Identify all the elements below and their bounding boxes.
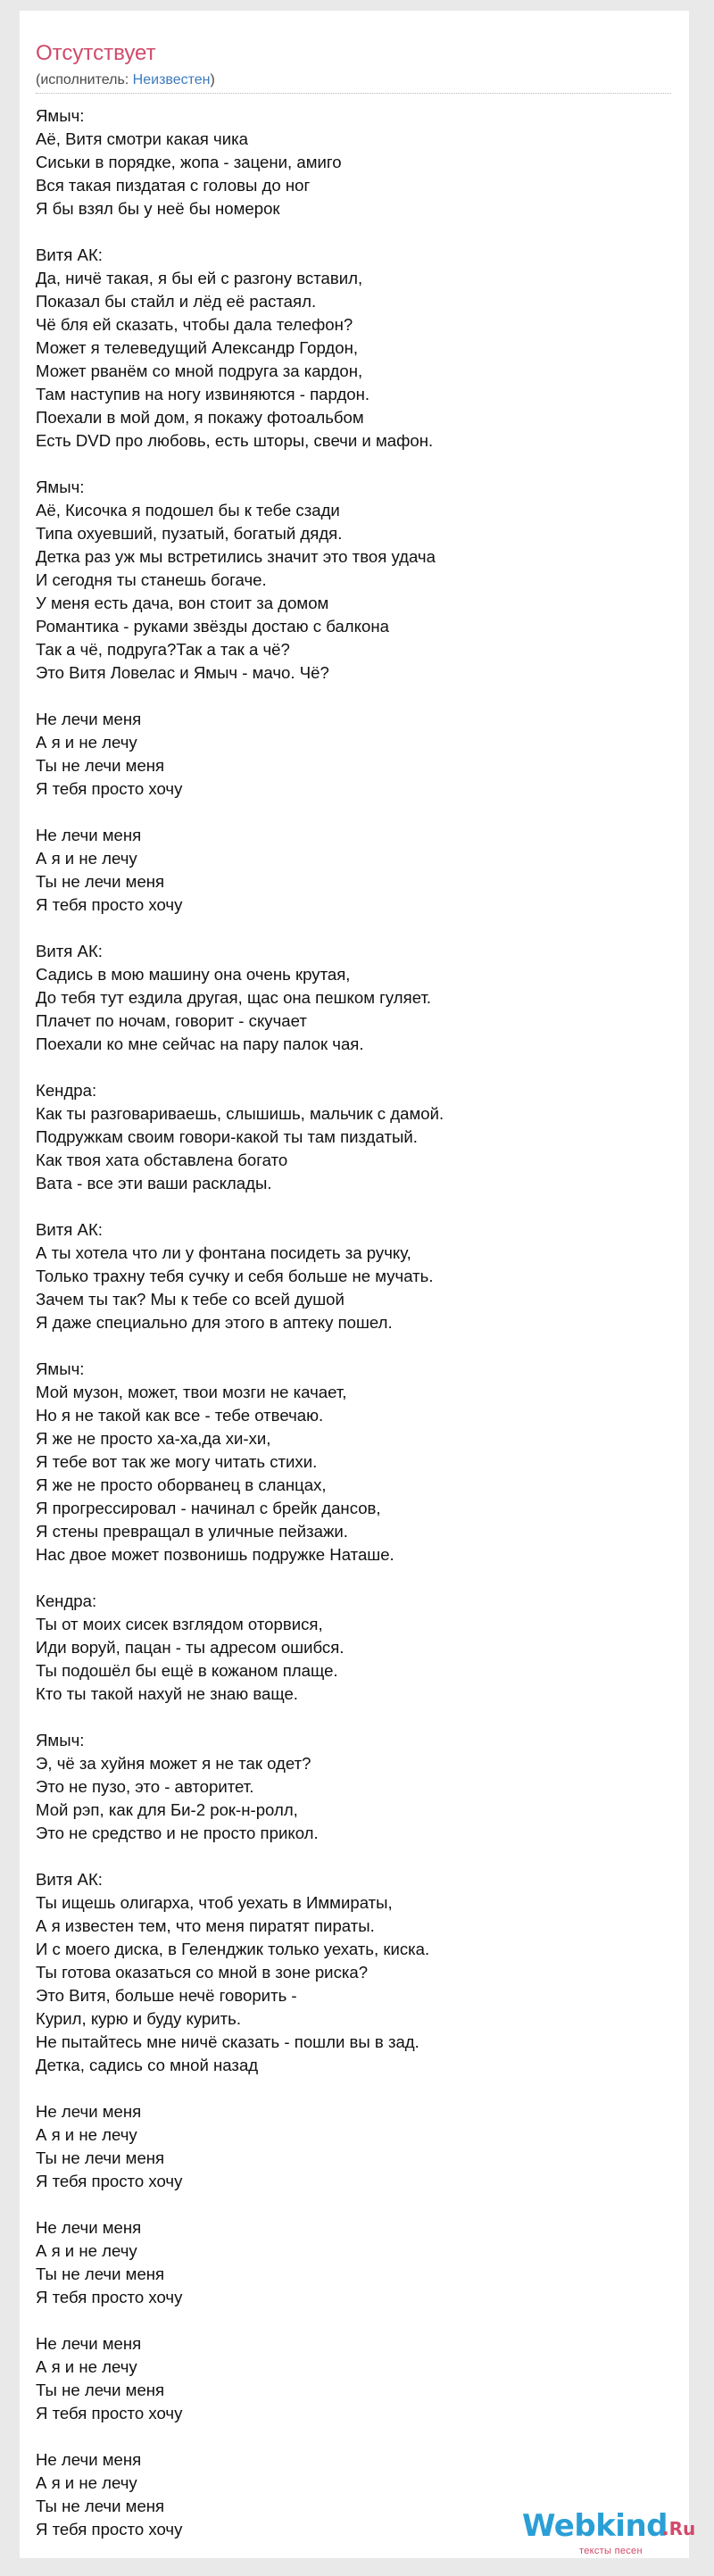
lyrics-line: Подружкам своим говори-какой ты там пиздатый. bbox=[36, 1127, 418, 1146]
lyrics-line: Ты не лечи меня bbox=[36, 2264, 165, 2283]
lyrics-line: Я тебе вот так же могу читать стихи. bbox=[36, 1452, 318, 1471]
lyrics-stanza bbox=[36, 708, 678, 801]
lyrics-line: Не лечи меня bbox=[36, 710, 142, 728]
lyrics-line: Я тебя просто хочу bbox=[36, 2404, 183, 2422]
lyrics-line: А я и не лечу bbox=[36, 2125, 137, 2144]
lyrics-line: Не пытайтесь мне ничё сказать - пошли вы в зад. bbox=[36, 2032, 419, 2051]
lyrics-line: Да, ничё такая, я бы ей с разгону вставил, bbox=[36, 269, 363, 287]
lyrics-line: Ты не лечи меня bbox=[36, 2381, 165, 2399]
lyrics-stanza bbox=[36, 1729, 678, 1845]
lyrics-line: Кто ты такой нахуй не знаю ваще. bbox=[36, 1684, 298, 1703]
lyrics-line: Вата - все эти ваши расклады. bbox=[36, 1174, 272, 1192]
lyrics-line: Витя АК: bbox=[36, 942, 103, 960]
lyrics-line: Не лечи меня bbox=[36, 2218, 142, 2237]
lyrics-line: Я стены превращал в уличные пейзажи. bbox=[36, 1522, 348, 1541]
lyrics-line: Но я не такой как все - тебе отвечаю. bbox=[36, 1406, 324, 1425]
lyrics-line: Курил, курю и буду курить. bbox=[36, 2009, 242, 2028]
lyrics-stanza bbox=[36, 940, 678, 1056]
lyrics-stanza bbox=[36, 1590, 678, 1706]
lyrics-line: Там наступив на ногу извиняются - пардон. bbox=[36, 385, 370, 403]
lyrics-line: Вся такая пиздатая с головы до ног bbox=[36, 176, 311, 195]
lyrics-line: Плачет по ночам, говорит - скучает bbox=[36, 1011, 307, 1030]
artist-line bbox=[36, 71, 215, 89]
logo-wordmark: Webkind bbox=[522, 2508, 668, 2544]
lyrics-line: Чё бля ей сказать, чтобы дала телефон? bbox=[36, 315, 353, 334]
lyrics-line: Иди воруй, пацан - ты адресом ошибся. bbox=[36, 1638, 345, 1657]
lyrics-line: Ты от моих сисек взглядом оторвися, bbox=[36, 1615, 323, 1633]
lyrics-line: Детка раз уж мы встретились значит это твоя удача bbox=[36, 547, 436, 566]
lyrics-line: Аё, Витя смотри какая чика bbox=[36, 129, 248, 148]
lyrics-line: Ты ищешь олигарха, чтоб уехать в Иммираты, bbox=[36, 1893, 393, 1912]
lyrics-stanza bbox=[36, 1079, 678, 1195]
lyrics-line: Я же не просто оборванец в сланцах, bbox=[36, 1475, 327, 1494]
lyrics-line: Мой рэп, как для Би-2 рок-н-ролл, bbox=[36, 1800, 298, 1819]
lyrics-body bbox=[36, 104, 678, 2564]
lyrics-line: И с моего диска, в Геленджик только уехать, киска. bbox=[36, 1940, 430, 1958]
lyrics-line: Я бы взял бы у неё бы номерок bbox=[36, 199, 280, 218]
lyrics-line: Как ты разговариваешь, слышишь, мальчик с дамой. bbox=[36, 1104, 444, 1123]
lyrics-line: Я тебя просто хочу bbox=[36, 895, 183, 914]
lyrics-line: Как твоя хата обставлена богато bbox=[36, 1151, 288, 1169]
lyrics-line: Мой музон, может, твои мозги не качает, bbox=[36, 1383, 347, 1401]
lyrics-line: Ты не лечи меня bbox=[36, 2497, 165, 2515]
lyrics-line: А я и не лечу bbox=[36, 2357, 137, 2376]
lyrics-line: Не лечи меня bbox=[36, 2102, 142, 2121]
lyrics-stanza bbox=[36, 1218, 678, 1334]
lyrics-line: Я тебя просто хочу bbox=[36, 2520, 183, 2539]
lyrics-stanza bbox=[36, 2216, 678, 2309]
lyrics-stanza bbox=[36, 476, 678, 685]
lyrics-stanza bbox=[36, 244, 678, 453]
lyrics-line: Ямыч: bbox=[36, 106, 85, 125]
lyrics-line: Поехали ко мне сейчас на пару палок чая. bbox=[36, 1035, 364, 1053]
lyrics-line: Ты не лечи меня bbox=[36, 2148, 165, 2167]
lyrics-line: Детка, садись со мной назад bbox=[36, 2056, 259, 2074]
lyrics-line: До тебя тут ездила другая, щас она пешком гуляет. bbox=[36, 988, 432, 1007]
lyrics-line: Ты подошёл бы ещё в кожаном плаще. bbox=[36, 1661, 338, 1680]
lyrics-line: И сегодня ты станешь богаче. bbox=[36, 570, 267, 589]
lyrics-line: Это Витя Ловелас и Ямыч - мачо. Чё? bbox=[36, 663, 329, 682]
lyrics-line: А я и не лечу bbox=[36, 733, 137, 752]
lyrics-line: Садись в мою машину она очень крутая, bbox=[36, 965, 351, 984]
lyrics-line: Поехали в мой дом, я покажу фотоальбом bbox=[36, 408, 364, 427]
lyrics-line: Не лечи меня bbox=[36, 2450, 142, 2469]
lyrics-line: Зачем ты так? Мы к тебе со всей душой bbox=[36, 1290, 345, 1309]
lyrics-line: Это не пузо, это - авторитет. bbox=[36, 1777, 254, 1796]
site-logo[interactable] bbox=[522, 2508, 701, 2562]
lyrics-line: Я тебя просто хочу bbox=[36, 2288, 183, 2306]
lyrics-line: Только трахну тебя сучку и себя больше не мучать. bbox=[36, 1267, 434, 1285]
lyrics-line: Я тебя просто хочу bbox=[36, 779, 183, 798]
lyrics-line: Кендра: bbox=[36, 1591, 97, 1610]
lyrics-stanza bbox=[36, 824, 678, 917]
lyrics-line: Ямыч: bbox=[36, 478, 85, 496]
lyrics-line: Показал бы стайл и лёд её растаял. bbox=[36, 292, 317, 311]
lyrics-line: Аё, Кисочка я подошел бы к тебе сзади bbox=[36, 501, 340, 519]
lyrics-line: А я и не лечу bbox=[36, 2241, 137, 2260]
lyrics-line: Витя АК: bbox=[36, 1870, 103, 1889]
lyrics-line: Так а чё, подруга?Так а так а чё? bbox=[36, 640, 290, 659]
lyrics-line: Ямыч: bbox=[36, 1359, 85, 1378]
lyrics-line: Это не средство и не просто прикол. bbox=[36, 1824, 319, 1842]
lyrics-line: Это Витя, больше нечё говорить - bbox=[36, 1986, 297, 2005]
lyrics-line: Не лечи меня bbox=[36, 2334, 142, 2353]
lyrics-line: Типа охуевший, пузатый, богатый дядя. bbox=[36, 524, 343, 543]
lyrics-line: Нас двое может позвонишь подружке Наташе. bbox=[36, 1545, 394, 1564]
lyrics-stanza bbox=[36, 1358, 678, 1566]
artist-prefix: (исполнитель: bbox=[36, 72, 133, 87]
title-divider bbox=[36, 93, 671, 94]
logo-domain: .Ru bbox=[662, 2518, 696, 2539]
lyrics-line: Я даже специально для этого в аптеку пошел. bbox=[36, 1313, 393, 1332]
lyrics-line: А ты хотела что ли у фонтана посидеть за ручку, bbox=[36, 1243, 411, 1262]
lyrics-page bbox=[20, 11, 689, 2558]
lyrics-stanza bbox=[36, 2100, 678, 2193]
lyrics-line: Ямыч: bbox=[36, 1731, 85, 1749]
lyrics-line: Кендра: bbox=[36, 1081, 97, 1100]
song-title: Отсутствует bbox=[36, 41, 156, 65]
lyrics-line: Ты готова оказаться со мной в зоне риска? bbox=[36, 1963, 369, 1982]
artist-link[interactable]: Неизвестен bbox=[132, 72, 211, 87]
lyrics-line: А я и не лечу bbox=[36, 2473, 137, 2492]
logo-tagline: тексты песен bbox=[579, 2546, 643, 2556]
lyrics-line: Э, чё за хуйня может я не так одет? bbox=[36, 1754, 311, 1773]
lyrics-stanza bbox=[36, 104, 678, 220]
lyrics-line: У меня есть дача, вон стоит за домом bbox=[36, 594, 329, 612]
lyrics-line: Не лечи меня bbox=[36, 826, 142, 844]
lyrics-line: Я прогрессировал - начинал с брейк дансов, bbox=[36, 1499, 381, 1517]
lyrics-line: А я и не лечу bbox=[36, 849, 137, 868]
lyrics-line: А я известен тем, что меня пиратят пираты. bbox=[36, 1916, 375, 1935]
lyrics-stanza bbox=[36, 1868, 678, 2077]
lyrics-line: Сиськи в порядке, жопа - зацени, амиго bbox=[36, 153, 342, 171]
lyrics-line: Витя АК: bbox=[36, 245, 103, 264]
lyrics-stanza bbox=[36, 2332, 678, 2425]
lyrics-line: Романтика - руками звёзды достаю с балкона bbox=[36, 617, 389, 636]
lyrics-line: Витя АК: bbox=[36, 1220, 103, 1239]
lyrics-line: Я же не просто ха-ха,да хи-хи, bbox=[36, 1429, 271, 1448]
lyrics-line: Ты не лечи меня bbox=[36, 872, 165, 891]
artist-suffix: ) bbox=[210, 72, 215, 87]
lyrics-line: Ты не лечи меня bbox=[36, 756, 165, 775]
lyrics-line: Может рванём со мной подруга за кардон, bbox=[36, 361, 363, 380]
lyrics-line: Может я телеведущий Александр Гордон, bbox=[36, 338, 359, 357]
lyrics-line: Я тебя просто хочу bbox=[36, 2172, 183, 2190]
lyrics-line: Есть DVD про любовь, есть шторы, свечи и мафон. bbox=[36, 431, 434, 450]
